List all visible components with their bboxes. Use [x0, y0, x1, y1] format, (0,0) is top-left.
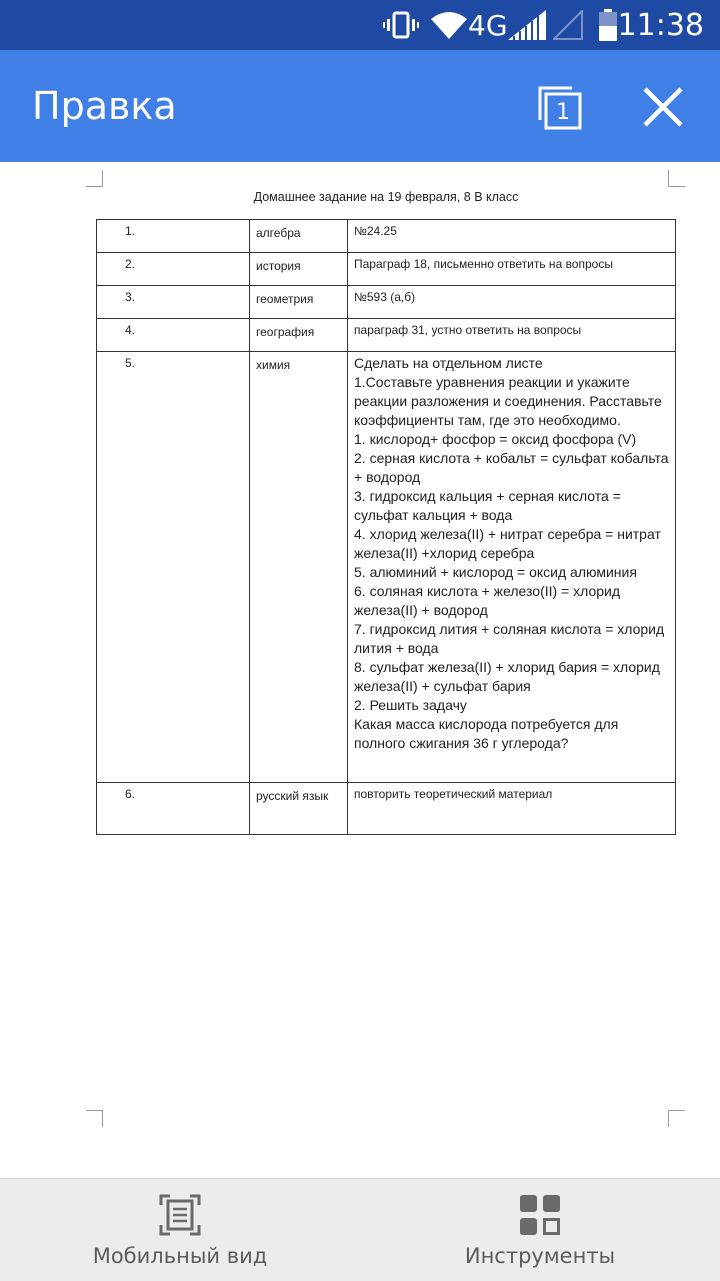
wifi-icon — [431, 0, 467, 50]
row-task: Сделать на отдельном листе 1.Составьте уравнения реакции и укажите реакции разложения и соединения. Расставьте коэффициенты там, где это необходимо. 1. кислород+ фосфор = оксид фосфора (V) 2. серная кислота + кобальт = сульфат кобальта + водород 3. гидроксид кальция + серная кислота = сульфат кальция + вода 4. хлорид железа(II) + нитрат серебра = нитрат железа(II) +хлорид серебра 5. алюминий + кислород = оксид алюминия 6. соляная кислота + железо(II) = хлорид железа(II) + водород 7. гидроксид лития + соляная кислота = хлорид лития + вода 8. сульфат железа(II) + хлорид бария = хлорид железа(II) + сульфат бария 2. Решить задачу Какая масса кислорода потребуется для полного сжигания 36 г углерода? — [348, 352, 676, 783]
row-task: повторить теоретический материал — [348, 783, 676, 835]
tools-label: Инструменты — [464, 1244, 616, 1268]
row-number: 1. — [97, 220, 250, 253]
row-subject: география — [250, 319, 348, 352]
signal-empty-icon — [553, 0, 583, 50]
tools-button[interactable] — [440, 1179, 640, 1281]
close-button[interactable] — [640, 84, 686, 130]
homework-table — [96, 219, 676, 835]
mobile-view-label: Мобильный вид — [92, 1244, 268, 1268]
status-time: 11:38 — [617, 7, 704, 43]
row-subject: русский язык — [250, 783, 348, 835]
page-count-number: 1 — [556, 100, 570, 125]
table-row — [97, 319, 676, 352]
document-view[interactable] — [0, 162, 720, 1178]
tools-icon — [518, 1193, 562, 1237]
battery-icon — [598, 0, 618, 50]
page-corner-mark — [86, 1110, 103, 1127]
row-task: №24.25 — [348, 220, 676, 253]
table-row — [97, 253, 676, 286]
page-corner-mark — [86, 170, 103, 187]
row-subject: химия — [250, 352, 348, 783]
page-corner-mark — [668, 170, 685, 187]
row-number: 5. — [97, 352, 250, 783]
signal-icon — [508, 0, 548, 50]
app-bar — [0, 50, 720, 162]
row-number: 6. — [97, 783, 250, 835]
row-subject: алгебра — [250, 220, 348, 253]
row-subject: история — [250, 253, 348, 286]
row-number: 4. — [97, 319, 250, 352]
mobile-view-button[interactable] — [60, 1179, 300, 1281]
table-row — [97, 352, 676, 783]
row-subject: геометрия — [250, 286, 348, 319]
page-count-icon — [536, 84, 586, 132]
vibrate-icon — [383, 0, 419, 50]
bottom-bar — [0, 1178, 720, 1281]
row-task: №593 (а,б) — [348, 286, 676, 319]
table-row — [97, 220, 676, 253]
close-icon — [640, 84, 686, 130]
table-row — [97, 286, 676, 319]
row-task: Параграф 18, письменно ответить на вопросы — [348, 253, 676, 286]
row-number: 2. — [97, 253, 250, 286]
page-title: Правка — [32, 84, 177, 128]
page-corner-mark — [668, 1110, 685, 1127]
page-count-button[interactable] — [536, 84, 586, 132]
row-number: 3. — [97, 286, 250, 319]
status-bar — [0, 0, 720, 50]
network-type: 4G — [468, 8, 508, 42]
document-title: Домашнее задание на 19 февраля, 8 В класс — [253, 190, 519, 204]
row-task: параграф 31, устно ответить на вопросы — [348, 319, 676, 352]
mobile-view-icon — [158, 1193, 202, 1237]
table-row — [97, 783, 676, 835]
